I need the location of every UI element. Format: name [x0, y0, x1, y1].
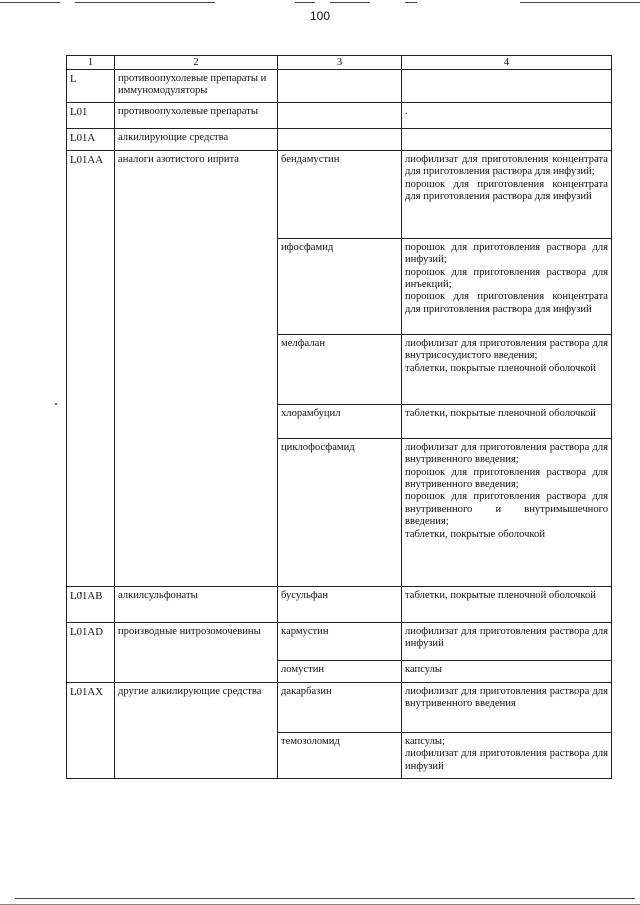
dosage-form-line: таблетки, покрытые пленочной оболочкой — [405, 407, 596, 419]
table-row — [67, 586, 612, 622]
dosage-forms-cell — [402, 102, 612, 128]
drug-name-cell — [278, 70, 402, 103]
dosage-forms-cell — [402, 622, 612, 660]
dosage-form-line: порошок для приготовления раствора для внутривенного введения; — [405, 466, 608, 491]
header-col-2: 2 — [115, 56, 278, 70]
group-name-cell: алкилсульфонаты — [115, 586, 278, 622]
header-col-3: 3 — [278, 56, 402, 70]
drug-name-cell: бусульфан — [278, 586, 402, 622]
dosage-form-line: порошок для приготовления концентрата для приготовления раствора для инфузий — [405, 291, 608, 315]
dosage-form-line: капсулы; — [405, 735, 445, 747]
atc-code-cell: L01AA — [67, 150, 115, 586]
table-body — [67, 70, 612, 779]
dosage-form-line: таблетки, покрытые пленочной оболочкой — [405, 362, 596, 374]
drug-name-cell: мелфалан — [278, 334, 402, 404]
atc-code-cell: L01AD — [67, 622, 115, 682]
drug-name-cell: ифосфамид — [278, 238, 402, 334]
dosage-form-line: лиофилизат для приготовления раствора для внутрисосудистого введения; — [405, 337, 608, 362]
dosage-forms-cell — [402, 334, 612, 404]
dosage-forms-cell — [402, 128, 612, 150]
atc-code-cell: L01 — [67, 102, 115, 128]
dosage-form-line: порошок для приготовления концентрата для приготовления раствора для инфузий — [405, 178, 608, 203]
drug-name-cell — [278, 102, 402, 128]
dosage-forms-cell — [402, 404, 612, 438]
dosage-forms-cell — [402, 682, 612, 732]
drug-name-cell: хлорамбуцил — [278, 404, 402, 438]
atc-code-cell: L01AX — [67, 682, 115, 778]
top-scan-rule — [0, 2, 640, 3]
atc-code-cell: L01AB — [67, 586, 115, 622]
dosage-forms-cell — [402, 70, 612, 103]
atc-code-cell: L01A — [67, 128, 115, 150]
drug-name-cell: циклофосфамид — [278, 438, 402, 586]
drug-name-cell: кармустин — [278, 622, 402, 660]
dosage-form-line: . — [405, 105, 408, 117]
group-name-cell: противоопухолевые препараты — [115, 102, 278, 128]
drug-name-cell — [278, 128, 402, 150]
group-name-cell: противоопухолевые препараты и иммуномодуляторы — [115, 70, 278, 103]
atc-code-cell: L — [67, 70, 115, 103]
drug-name-cell: ломустин — [278, 660, 402, 682]
dosage-form-line: порошок для приготовления раствора для внутривенного и внутримышечного введения; — [405, 491, 608, 528]
dosage-forms-cell — [402, 438, 612, 586]
bottom-scan-rule — [15, 898, 635, 899]
drug-name-cell: темозоломид — [278, 732, 402, 778]
dosage-form-line: порошок для приготовления раствора для инъекций; — [405, 266, 608, 291]
table-row — [67, 682, 612, 732]
table-row — [67, 102, 612, 128]
table-row — [67, 128, 612, 150]
scan-speck — [55, 403, 57, 405]
dosage-forms-cell — [402, 586, 612, 622]
dosage-form-line: лиофилизат для приготовления раствора для инфузий — [405, 625, 608, 650]
header-row — [67, 56, 612, 70]
drug-name-cell: дакарбазин — [278, 682, 402, 732]
dosage-forms-cell — [402, 732, 612, 778]
dosage-form-line: лиофилизат для приготовления раствора для инфузий — [405, 748, 608, 772]
dosage-form-line: лиофилизат для приготовления раствора для внутривенного введения — [405, 685, 608, 710]
group-name-cell: производные нитрозомочевины — [115, 622, 278, 682]
dosage-forms-cell — [402, 238, 612, 334]
dosage-form-line: таблетки, покрытые оболочкой — [405, 528, 545, 540]
dosage-form-line: лиофилизат для приготовления концентрата для приготовления раствора для инфузий; — [405, 153, 608, 178]
group-name-cell: аналоги азотистого иприта — [115, 150, 278, 586]
table-row — [67, 150, 612, 238]
header-col-4: 4 — [402, 56, 612, 70]
dosage-forms-cell — [402, 660, 612, 682]
dosage-form-line: порошок для приготовления раствора для инфузий; — [405, 241, 608, 266]
dosage-forms-cell — [402, 150, 612, 238]
page-number: 100 — [309, 9, 331, 23]
header-col-1: 1 — [67, 56, 115, 70]
drug-table — [66, 55, 612, 779]
dosage-form-line: капсулы — [405, 663, 443, 675]
group-name-cell: алкилирующие средства — [115, 128, 278, 150]
drug-name-cell: бендамустин — [278, 150, 402, 238]
dosage-form-line: таблетки, покрытые пленочной оболочкой — [405, 589, 596, 601]
table-row — [67, 622, 612, 660]
table-row — [67, 70, 612, 103]
dosage-form-line: лиофилизат для приготовления раствора для внутривенного введения; — [405, 441, 608, 466]
group-name-cell: другие алкилирующие средства — [115, 682, 278, 778]
